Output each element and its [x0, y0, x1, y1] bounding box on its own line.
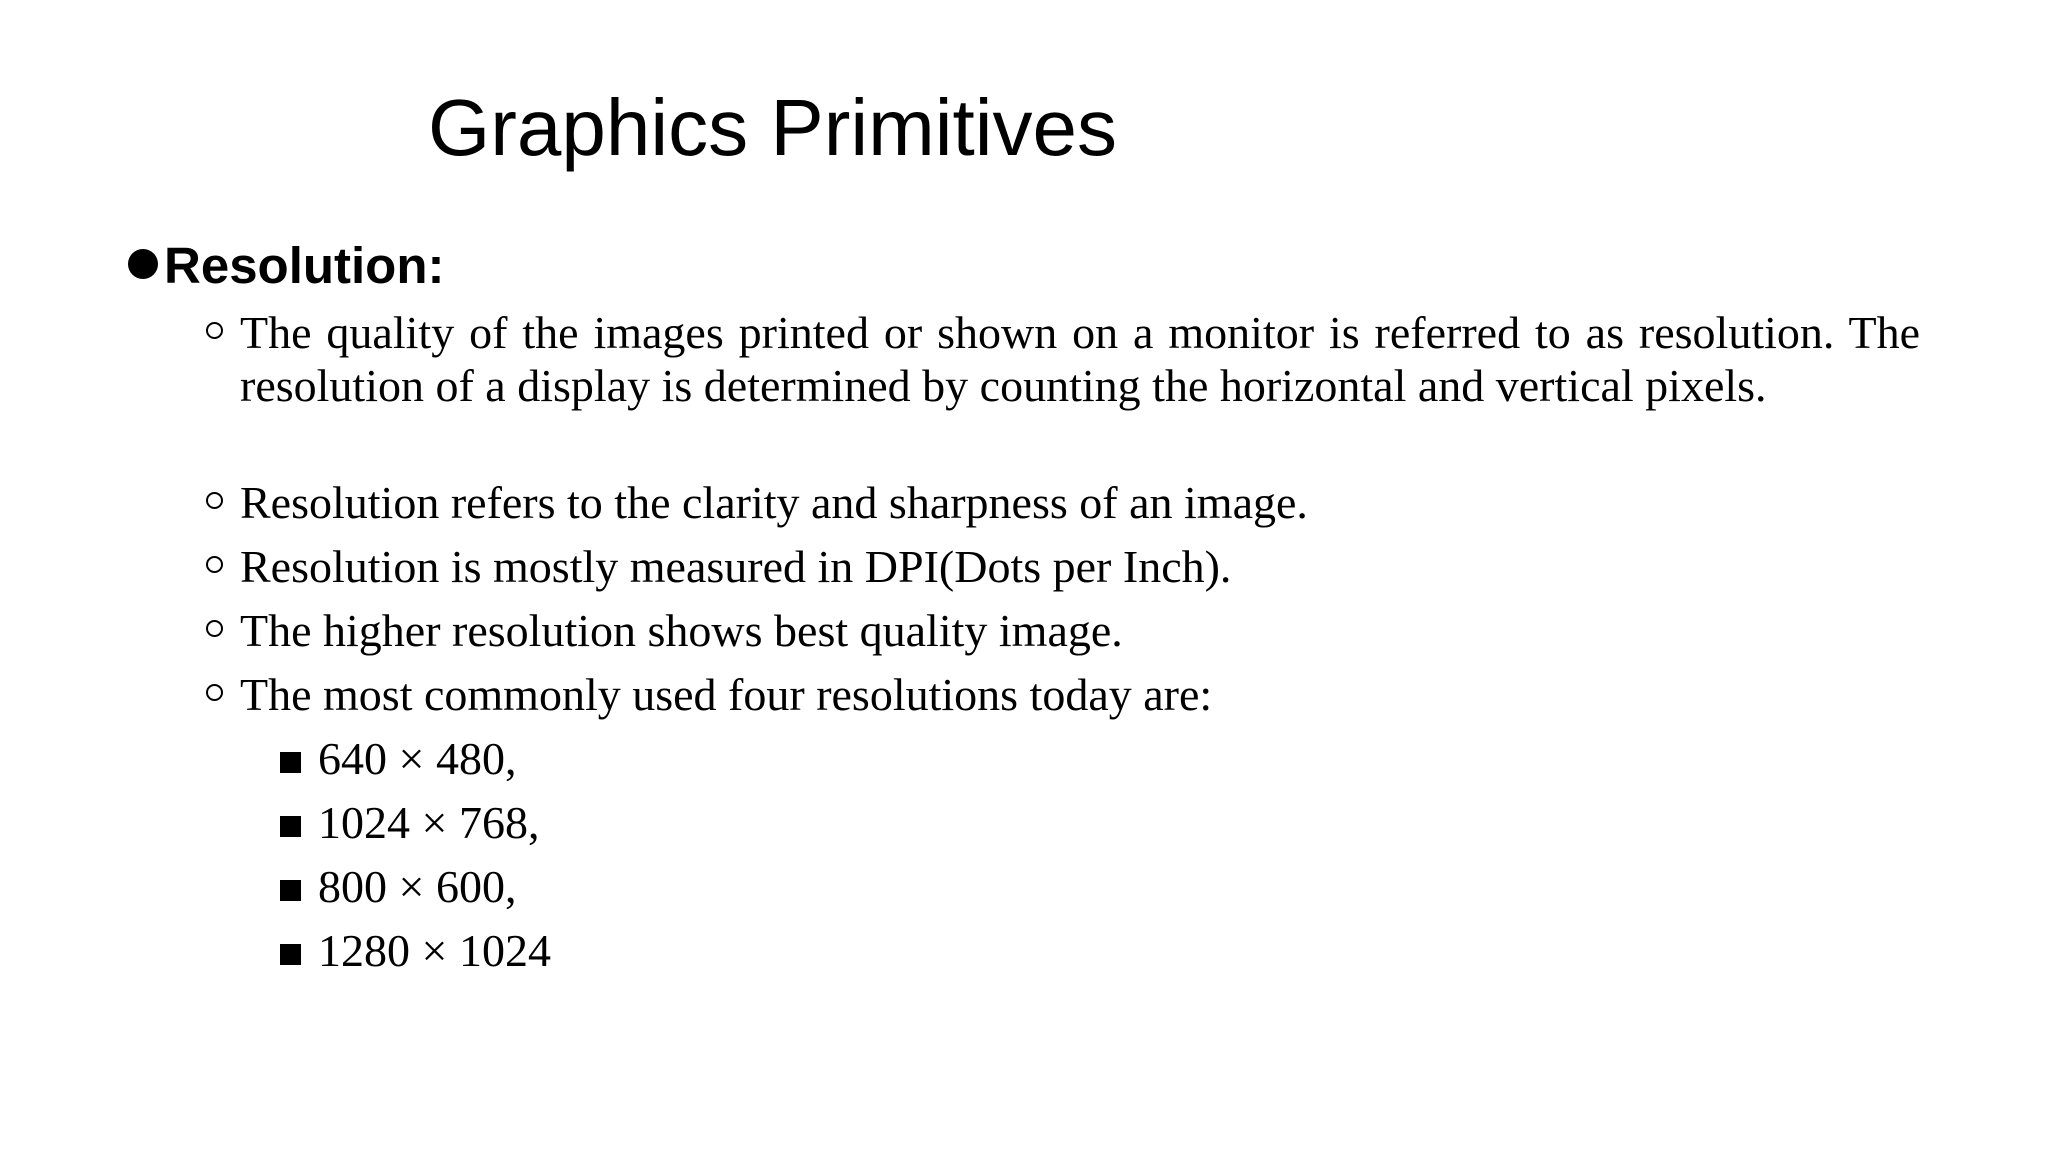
hollow-circle-bullet-icon [206, 620, 223, 637]
list-item-text: The quality of the images printed or shown on a monitor is referred to as resolution. The resolution of a display is determined by counting the horizontal and vertical pixels. [240, 307, 1920, 411]
hollow-circle-bullet-icon [206, 556, 223, 573]
sub-list-item [278, 860, 516, 913]
sub-list-item-text: 800 × 600, [318, 861, 517, 912]
list-item-text: Resolution refers to the clarity and sharpness of an image. [240, 477, 1308, 528]
sub-list-item-text: 1280 × 1024 [318, 925, 551, 976]
list-item [206, 540, 1920, 593]
list-item [206, 604, 1920, 657]
filled-circle-bullet-icon [128, 249, 158, 279]
sub-list-item-text: 640 × 480, [318, 733, 517, 784]
square-bullet-icon [280, 880, 301, 901]
section-heading [128, 236, 444, 296]
hollow-circle-bullet-icon [206, 684, 223, 701]
square-bullet-icon [280, 944, 301, 965]
sub-list-item [278, 732, 516, 785]
sub-list-item [278, 796, 539, 849]
list-item-text: The most commonly used four resolutions today are: [240, 669, 1213, 720]
list-item [206, 306, 1920, 412]
hollow-circle-bullet-icon [206, 322, 223, 339]
square-bullet-icon [280, 752, 301, 773]
section-heading-label: Resolution: [164, 237, 445, 294]
list-item [206, 476, 1920, 529]
sub-list-item [278, 924, 551, 977]
sub-list-item-text: 1024 × 768, [318, 797, 540, 848]
slide-title: Graphics Primitives [428, 83, 1118, 172]
list-item-text: The higher resolution shows best quality image. [240, 605, 1123, 656]
list-item-text: Resolution is mostly measured in DPI(Dots per Inch). [240, 541, 1232, 592]
hollow-circle-bullet-icon [206, 492, 223, 509]
list-item [206, 668, 1920, 721]
square-bullet-icon [280, 816, 301, 837]
